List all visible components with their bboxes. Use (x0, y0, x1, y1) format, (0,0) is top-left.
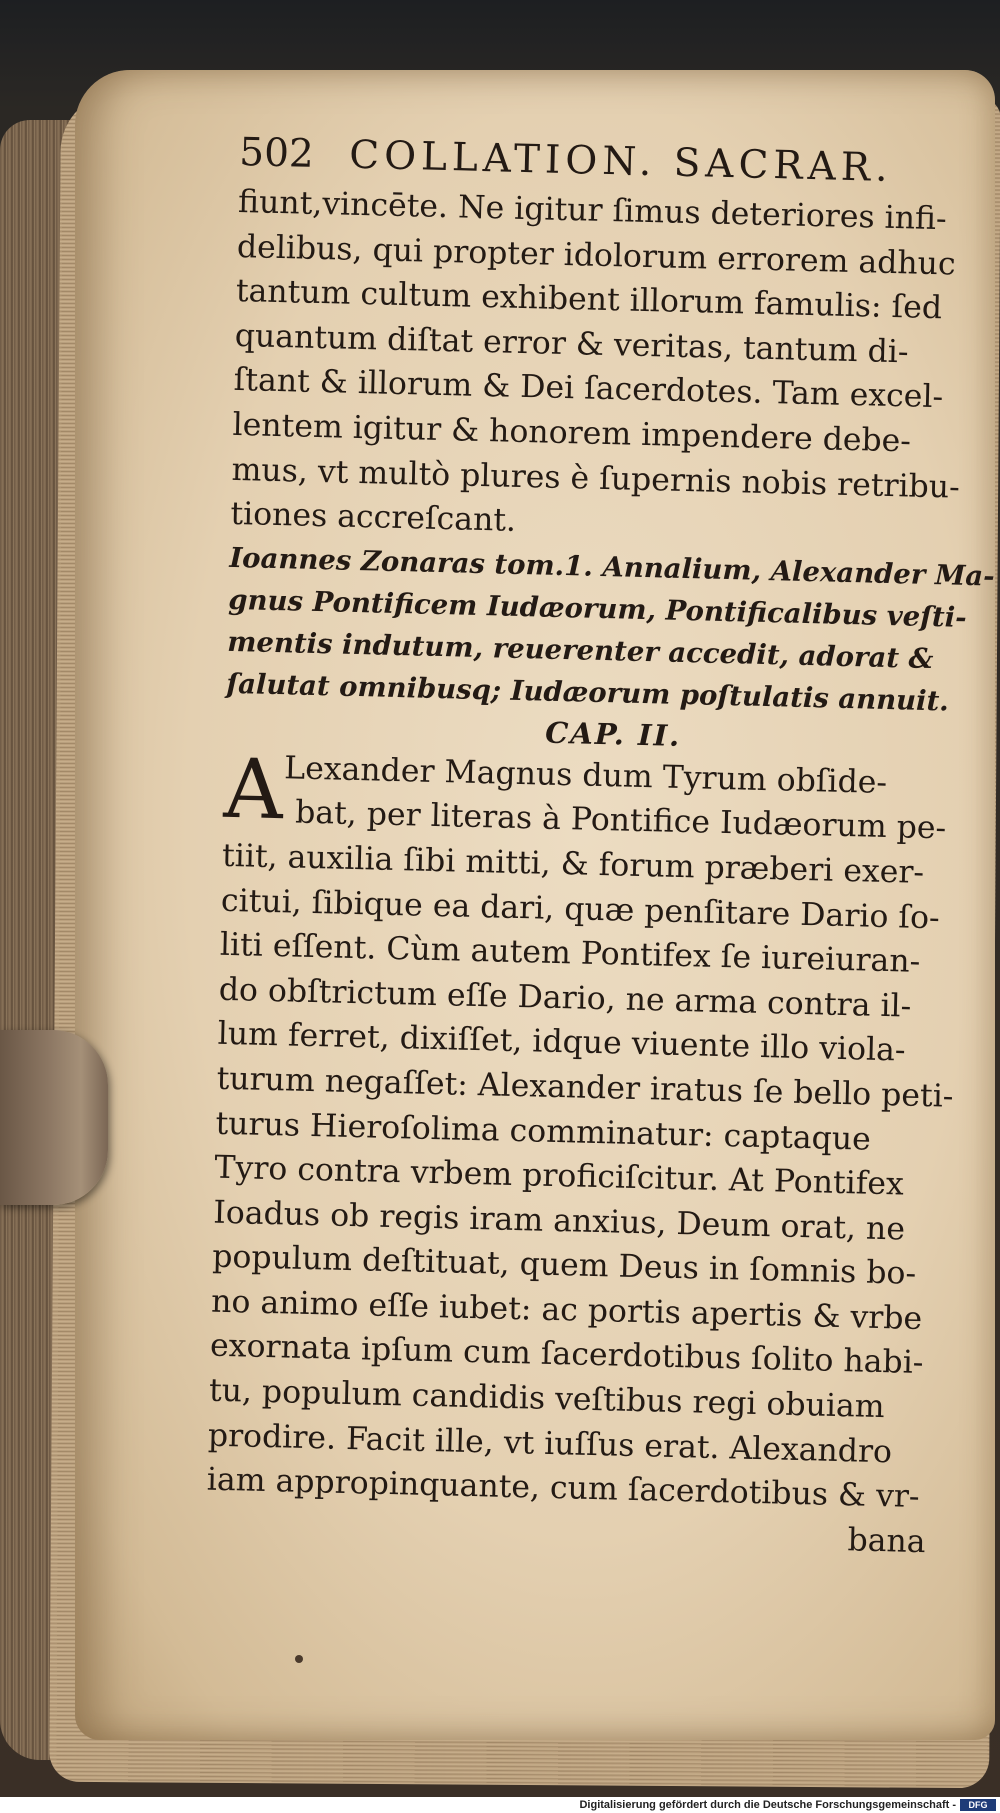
text-line: iam appropinquante, cum ſacerdotibus & vr- (206, 1461, 920, 1516)
text-line: tu, populum candidis veſtibus regi obuiam (208, 1372, 886, 1426)
text-line: lentem igitur & honorem impendere debe- (232, 406, 912, 460)
text-line: mus, vt multò plures è ſupernis nobis retribu- (231, 451, 961, 506)
text-line: tiones accreſcant. (230, 496, 517, 540)
footer-bar (0, 1797, 1000, 1813)
citation-line: mentis indutum, reuerenter accedit, adorat & (226, 625, 934, 675)
text-line: quantum diſtat error & veritas, tantum di- (234, 317, 909, 371)
dfg-logo: DFG (960, 1799, 996, 1811)
citation-line: Ioannes Zonaras tom.1. Annalium, Alexander Ma- (229, 541, 995, 593)
page-text (205, 125, 995, 1565)
text-line: prodire. Facit ille, vt iuſſus erat. Alexandro (207, 1417, 893, 1470)
text-line: do obſtrictum eſſe Dario, ne arma contra il- (218, 971, 912, 1025)
text-line: turum negaſſet: Alexander iratus ſe bello peti- (216, 1060, 954, 1115)
catchword: bana (847, 1522, 927, 1561)
text-line: populum deſtituat, quem Deus in ſomnis bo- (211, 1238, 917, 1293)
text-line: citui, ſibique ea dari, quæ penſitare Dario ſo- (220, 882, 941, 936)
citation-line: ſalutat omnibusq; Iudæorum poſtulatis annuit. (225, 667, 950, 718)
drop-cap: A (222, 741, 285, 838)
text-line: liti eſſent. Cùm autem Pontifex ſe iureiuran- (219, 926, 921, 980)
text-line: Lexander Magnus dum Tyrum obſide- (283, 750, 888, 801)
text-line: lum ferret, dixiſſet, idque viuente illo viola- (217, 1016, 907, 1069)
text-line: tantum cultum exhibent illorum famulis: ſed (235, 273, 943, 327)
ink-dot (295, 1655, 303, 1663)
text-line: exornata ipſum cum ſacerdotibus ſolito habi- (209, 1328, 924, 1382)
citation-line: gnus Pontificem Iudæorum, Pontificalibus veſti- (228, 583, 967, 634)
running-head: COLLATION. SACRAR. (348, 132, 894, 191)
page-number: 502 (238, 129, 315, 177)
text-line: no animo eſſe iubet: ac portis apertis & vrbe (210, 1283, 923, 1337)
text-line: bat, per literas à Pontifice Iudæorum pe- (294, 794, 947, 847)
chapter-heading: CAP. II. (544, 715, 682, 753)
text-line: turus Hieroſolima comminatur: captaque (215, 1105, 872, 1158)
text-line: fiunt,vincēte. Ne igitur ſimus deteriores infi- (237, 183, 948, 238)
text-line: Ioadus ob regis iram anxius, Deum orat, ne (212, 1194, 906, 1248)
text-line: ſtant & illorum & Dei ſacerdotes. Tam excel- (233, 362, 944, 416)
book-clasp (0, 1030, 108, 1205)
text-line: delibus, qui propter idolorum errorem adhuc (236, 228, 957, 283)
footer-credit: Digitalisierung gefördert durch die Deutsche Forschungsgemeinschaft - (579, 1799, 956, 1811)
text-line: tiit, auxilia ſibi mitti, & forum præberi exer- (221, 837, 925, 891)
text-line: Tyro contra vrbem proficiſcitur. At Pontifex (214, 1149, 905, 1203)
